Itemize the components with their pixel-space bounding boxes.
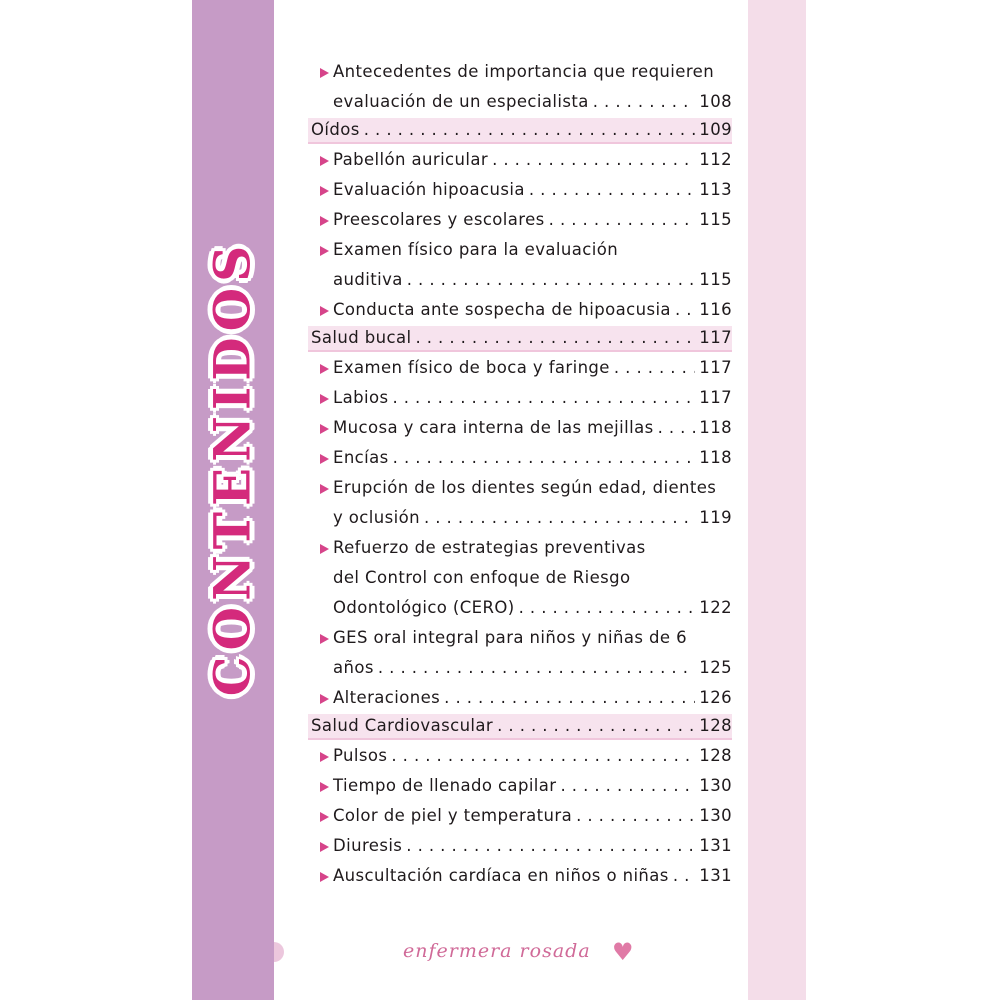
toc-item[interactable] bbox=[308, 443, 732, 473]
toc-entry-text: Conducta ante sospecha de hipoacusia bbox=[333, 300, 671, 319]
toc-line bbox=[320, 145, 732, 175]
toc-line bbox=[320, 741, 732, 771]
toc-line bbox=[320, 623, 732, 653]
toc-page-number: 130 bbox=[699, 776, 732, 795]
toc-entry-text: Odontológico (CERO) bbox=[333, 598, 515, 617]
toc-entry-text: GES oral integral para niños y niñas de 6 bbox=[333, 628, 687, 647]
toc-item[interactable] bbox=[308, 533, 732, 623]
toc-item[interactable] bbox=[308, 295, 732, 325]
toc-page-number: 119 bbox=[699, 508, 732, 527]
toc-page-number: 128 bbox=[699, 716, 732, 735]
dot-leader bbox=[593, 87, 696, 117]
toc-entry-text: auditiva bbox=[333, 270, 403, 289]
dot-leader bbox=[378, 653, 695, 683]
dot-leader bbox=[673, 861, 695, 891]
toc-line bbox=[320, 235, 732, 265]
dot-leader bbox=[407, 265, 696, 295]
dot-leader bbox=[549, 205, 696, 235]
toc-entry-text: Pabellón auricular bbox=[333, 150, 489, 169]
toc-page-number: 116 bbox=[699, 300, 732, 319]
toc-item[interactable] bbox=[308, 771, 732, 801]
toc-section[interactable] bbox=[308, 714, 732, 740]
toc-entry-text: evaluación de un especialista bbox=[333, 92, 589, 111]
toc-line bbox=[320, 295, 732, 325]
dot-leader bbox=[415, 326, 695, 350]
toc-line bbox=[320, 861, 732, 891]
toc-line bbox=[320, 801, 732, 831]
page-tab-marker bbox=[274, 942, 284, 962]
toc-page-number: 112 bbox=[699, 150, 732, 169]
toc-line bbox=[320, 443, 732, 473]
toc-item[interactable] bbox=[308, 235, 732, 295]
toc-page-number: 122 bbox=[699, 598, 732, 617]
dot-leader bbox=[364, 118, 696, 142]
toc-page-number: 113 bbox=[699, 180, 732, 199]
heart-icon: ♥ bbox=[612, 938, 634, 966]
toc-line bbox=[320, 265, 732, 295]
dot-leader bbox=[393, 443, 696, 473]
toc-entry-text: Mucosa y cara interna de las mejillas bbox=[333, 418, 654, 437]
toc-entry-text: Auscultación cardíaca en niños o niñas bbox=[333, 866, 669, 885]
toc-page-number: 117 bbox=[699, 328, 732, 347]
toc-page-number: 117 bbox=[699, 388, 732, 407]
dot-leader bbox=[444, 683, 695, 713]
toc-line bbox=[320, 503, 732, 533]
dot-leader bbox=[658, 413, 696, 443]
toc-line bbox=[308, 326, 732, 352]
toc-page-number: 131 bbox=[699, 866, 732, 885]
toc-page-number: 125 bbox=[699, 658, 732, 677]
toc-section[interactable] bbox=[308, 118, 732, 144]
toc-entry-text: Diuresis bbox=[333, 836, 403, 855]
toc-entry-text: Refuerzo de estrategias preventivas bbox=[333, 538, 646, 557]
toc-line bbox=[320, 383, 732, 413]
toc-entry-text: Examen físico para la evaluación bbox=[333, 240, 619, 259]
dot-leader bbox=[406, 831, 695, 861]
toc-entry-text: Antecedentes de importancia que requieren bbox=[333, 62, 715, 81]
toc-item[interactable] bbox=[308, 205, 732, 235]
toc-entry-text: Examen físico de boca y faringe bbox=[333, 358, 610, 377]
toc-line bbox=[320, 175, 732, 205]
toc-line bbox=[320, 413, 732, 443]
dot-leader bbox=[675, 295, 695, 325]
toc-line bbox=[320, 563, 732, 593]
toc-page-number: 126 bbox=[699, 688, 732, 707]
toc-item[interactable] bbox=[308, 623, 732, 683]
toc-line bbox=[320, 205, 732, 235]
toc-line bbox=[320, 533, 732, 563]
toc-entry-text: años bbox=[333, 658, 374, 677]
toc-line bbox=[320, 353, 732, 383]
toc-item[interactable] bbox=[308, 683, 732, 713]
toc-page-number: 118 bbox=[699, 418, 732, 437]
toc-item[interactable] bbox=[308, 473, 732, 533]
table-of-contents bbox=[308, 57, 732, 891]
toc-page-number: 117 bbox=[699, 358, 732, 377]
toc-item[interactable] bbox=[308, 413, 732, 443]
toc-entry-text: Salud bucal bbox=[311, 328, 412, 347]
toc-line bbox=[320, 593, 732, 623]
toc-page-number: 131 bbox=[699, 836, 732, 855]
toc-entry-text: Oídos bbox=[311, 120, 360, 139]
toc-entry-text: y oclusión bbox=[333, 508, 420, 527]
toc-item[interactable] bbox=[308, 801, 732, 831]
toc-item[interactable] bbox=[308, 861, 732, 891]
footer-brand: enfermera rosada bbox=[403, 940, 591, 962]
toc-line bbox=[320, 771, 732, 801]
toc-page-number: 118 bbox=[699, 448, 732, 467]
dot-leader bbox=[492, 145, 695, 175]
toc-item[interactable] bbox=[308, 145, 732, 175]
toc-item[interactable] bbox=[308, 175, 732, 205]
toc-entry-text: Color de piel y temperatura bbox=[333, 806, 573, 825]
toc-line bbox=[308, 714, 732, 740]
toc-entry-text: Pulsos bbox=[333, 746, 388, 765]
toc-page-number: 128 bbox=[699, 746, 732, 765]
toc-section[interactable] bbox=[308, 326, 732, 352]
toc-entry-text: Tiempo de llenado capilar bbox=[333, 776, 557, 795]
toc-entry-text: Erupción de los dientes según edad, dientes bbox=[333, 478, 717, 497]
toc-entry-text: Preescolares y escolares bbox=[333, 210, 545, 229]
toc-item[interactable] bbox=[308, 353, 732, 383]
dot-leader bbox=[529, 175, 695, 205]
toc-line bbox=[320, 87, 732, 117]
dot-leader bbox=[614, 353, 695, 383]
dot-leader bbox=[519, 593, 696, 623]
toc-item[interactable] bbox=[308, 57, 732, 117]
toc-entry-text: Encías bbox=[333, 448, 389, 467]
toc-page-number: 109 bbox=[699, 120, 732, 139]
toc-line bbox=[320, 831, 732, 861]
right-margin-band bbox=[748, 0, 806, 1000]
toc-item[interactable] bbox=[308, 831, 732, 861]
toc-entry-text: Salud Cardiovascular bbox=[311, 716, 494, 735]
toc-page-number: 108 bbox=[699, 92, 732, 111]
toc-line bbox=[320, 473, 732, 503]
toc-entry-text: Evaluación hipoacusia bbox=[333, 180, 525, 199]
dot-leader bbox=[424, 503, 695, 533]
dot-leader bbox=[497, 714, 695, 738]
toc-entry-text: Alteraciones bbox=[333, 688, 441, 707]
dot-leader bbox=[392, 383, 695, 413]
toc-item[interactable] bbox=[308, 741, 732, 771]
toc-line bbox=[320, 653, 732, 683]
dot-leader bbox=[576, 801, 695, 831]
toc-line bbox=[308, 118, 732, 144]
toc-page-number: 115 bbox=[699, 270, 732, 289]
contents-title: CONTENIDOS bbox=[202, 239, 262, 697]
toc-page-number: 115 bbox=[699, 210, 732, 229]
toc-line bbox=[320, 683, 732, 713]
toc-item[interactable] bbox=[308, 383, 732, 413]
toc-line bbox=[320, 57, 732, 87]
dot-leader bbox=[391, 741, 695, 771]
toc-page-number: 130 bbox=[699, 806, 732, 825]
toc-entry-text: del Control con enfoque de Riesgo bbox=[333, 568, 631, 587]
dot-leader bbox=[561, 771, 696, 801]
toc-entry-text: Labios bbox=[333, 388, 389, 407]
